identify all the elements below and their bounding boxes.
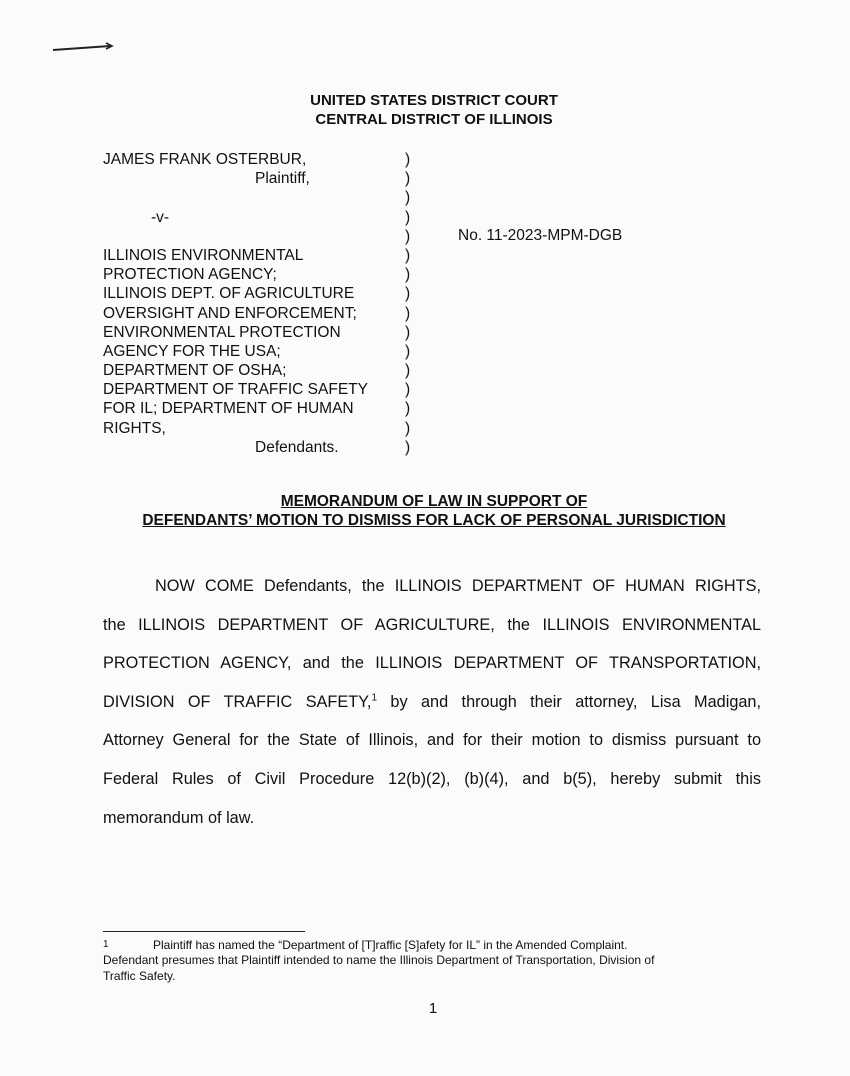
- paren: ): [405, 246, 411, 264]
- body-text-fragment: DIVISION OF TRAFFIC SAFETY,: [103, 692, 372, 711]
- paren: ): [405, 400, 411, 418]
- page-number: 1: [428, 1000, 438, 1017]
- body-line: Attorney General for the State of Illinois, and for their motion to dismiss pursuant to: [103, 731, 761, 750]
- paren: ): [405, 381, 411, 399]
- footnote-number: 1: [103, 939, 109, 950]
- footnote-divider: [103, 931, 305, 932]
- memorandum-title: [0, 492, 850, 530]
- case-number: No. 11-2023-MPM-DGB: [458, 227, 623, 244]
- defendants-label: Defendants.: [255, 438, 339, 456]
- defendant-line: ILLINOIS DEPT. OF AGRICULTURE: [103, 285, 355, 303]
- paren: ): [405, 170, 411, 188]
- paren: ): [405, 227, 411, 245]
- case-caption-parties: [103, 150, 368, 457]
- memorandum-body: [103, 567, 761, 837]
- defendant-line: OVERSIGHT AND ENFORCEMENT;: [103, 304, 357, 322]
- court-heading: [0, 91, 850, 129]
- paren: ): [405, 438, 411, 456]
- body-line: the ILLINOIS DEPARTMENT OF AGRICULTURE, the ILLINOIS ENVIRONMENTAL: [103, 615, 761, 634]
- body-line-with-footnote: [103, 683, 761, 722]
- versus-label: -v-: [151, 208, 170, 226]
- paren: ): [405, 208, 411, 226]
- caption-paren-column: [405, 150, 410, 457]
- body-line: PROTECTION AGENCY, and the ILLINOIS DEPARTMENT OF TRANSPORTATION,: [103, 654, 761, 673]
- court-name: UNITED STATES DISTRICT COURT: [310, 92, 558, 109]
- footnote-reference: 1: [371, 692, 378, 704]
- paren: ): [405, 266, 411, 284]
- footnote-line: Defendant presumes that Plaintiff intended to name the Illinois Department of Transportation, Division of: [103, 953, 655, 968]
- defendant-line: AGENCY FOR THE USA;: [103, 342, 281, 360]
- paren: ): [405, 151, 411, 168]
- court-district: CENTRAL DISTRICT OF ILLINOIS: [315, 111, 553, 128]
- defendant-line: PROTECTION AGENCY;: [103, 266, 277, 284]
- defendant-line: RIGHTS,: [103, 419, 166, 437]
- paren: ): [405, 304, 411, 322]
- paren: ): [405, 362, 411, 380]
- body-line: NOW COME Defendants, the ILLINOIS DEPARTMENT OF HUMAN RIGHTS,: [155, 577, 761, 595]
- pen-mark-icon: [52, 40, 114, 54]
- memorandum-title-line2: DEFENDANTS’ MOTION TO DISMISS FOR LACK OF PERSONAL JURISDICTION: [142, 512, 726, 529]
- footnote: [103, 938, 763, 984]
- defendant-line: DEPARTMENT OF OSHA;: [103, 362, 287, 380]
- plaintiff-name: JAMES FRANK OSTERBUR,: [103, 151, 307, 168]
- body-line: memorandum of law.: [103, 808, 255, 827]
- memorandum-title-line1: MEMORANDUM OF LAW IN SUPPORT OF: [280, 493, 588, 510]
- body-text-fragment: by and through their attorney, Lisa Madigan,: [377, 692, 762, 711]
- caption-spacer: [103, 227, 368, 246]
- paren: ): [405, 342, 411, 360]
- paren: ): [405, 189, 411, 207]
- body-line: Federal Rules of Civil Procedure 12(b)(2), (b)(4), and b(5), hereby submit this: [103, 769, 761, 788]
- paren: ): [405, 285, 411, 303]
- defendant-line: FOR IL; DEPARTMENT OF HUMAN: [103, 400, 354, 418]
- caption-spacer: [103, 188, 368, 207]
- paren: ): [405, 419, 411, 437]
- plaintiff-label: Plaintiff,: [255, 170, 310, 188]
- footnote-line: Traffic Safety.: [103, 968, 176, 983]
- paren: ): [405, 323, 411, 341]
- defendant-line: ENVIRONMENTAL PROTECTION: [103, 323, 341, 341]
- defendant-line: ILLINOIS ENVIRONMENTAL: [103, 246, 304, 264]
- defendant-line: DEPARTMENT OF TRAFFIC SAFETY: [103, 381, 368, 399]
- footnote-line: Plaintiff has named the “Department of [T]raffic [S]afety for IL” in the Amended Complaint.: [153, 938, 628, 952]
